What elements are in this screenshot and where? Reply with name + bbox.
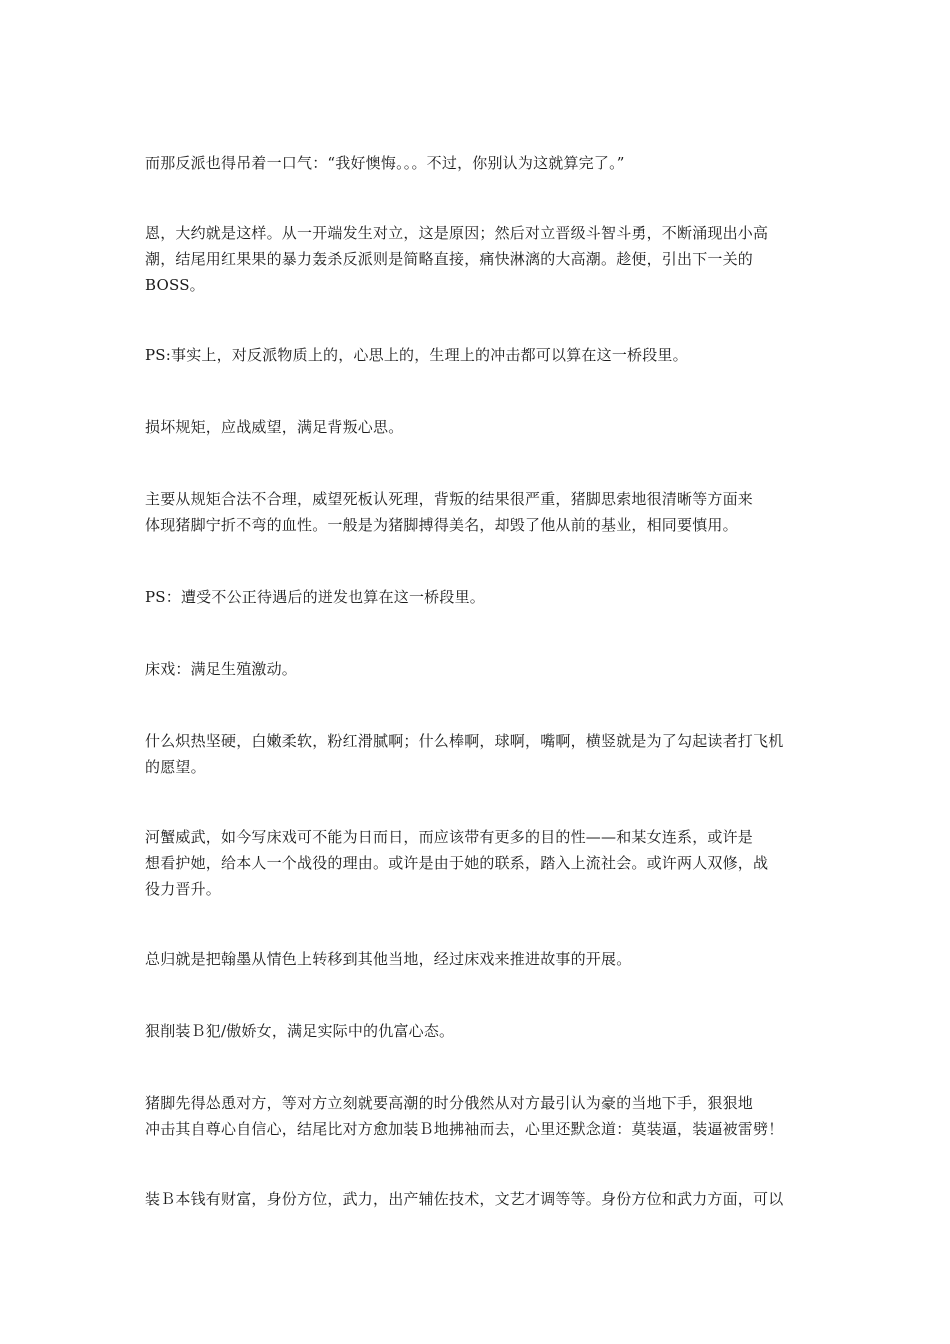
text-line: 的愿望。 bbox=[145, 758, 206, 776]
text-line: 恩，大约就是这样。从一开端发生对立，这是原因；然后对立晋级斗智斗勇，不断涌现出小高 bbox=[145, 224, 769, 242]
text-line: 冲击其自尊心自信心，结尾比对方愈加装Ｂ地拂袖而去，心里还默念道：莫装逼，装逼被雷劈！ bbox=[145, 1120, 784, 1138]
text-line: 狠削装Ｂ犯/傲娇女，满足实际中的仇富心态。 bbox=[145, 1022, 455, 1040]
paragraph-13 bbox=[145, 1186, 815, 1212]
text-line: 主要从规矩合法不合理，威望死板认死理，背叛的结果很严重，猪脚思索地很清晰等方面来 bbox=[145, 490, 754, 508]
text-line: 潮，结尾用红果果的暴力轰杀反派则是简略直接，痛快淋漓的大高潮。趁便，引出下一关的 bbox=[145, 250, 754, 268]
text-line: 损坏规矩，应战威望，满足背叛心思。 bbox=[145, 418, 404, 436]
text-line: 猪脚先得怂恿对方，等对方立刻就要高潮的时分俄然从对方最引认为豪的当地下手，狠狠地 bbox=[145, 1094, 754, 1112]
paragraph-12 bbox=[145, 1090, 815, 1142]
text-line: 总归就是把翰墨从情色上转移到其他当地，经过床戏来推进故事的开展。 bbox=[145, 950, 632, 968]
text-line: PS：遭受不公正待遇后的迸发也算在这一桥段里。 bbox=[145, 588, 485, 606]
paragraph-4 bbox=[145, 414, 815, 440]
text-line: 床戏：满足生殖激动。 bbox=[145, 660, 298, 678]
text-line: PS:事实上，对反派物质上的，心思上的，生理上的冲击都可以算在这一桥段里。 bbox=[145, 346, 688, 364]
text-line: BOSS。 bbox=[145, 276, 205, 294]
text-line: 什么炽热坚硬，白嫩柔软，粉红滑腻啊；什么棒啊，球啊，嘴啊，横竖就是为了勾起读者打飞机 bbox=[145, 732, 784, 750]
paragraph-1 bbox=[145, 150, 815, 176]
text-line: 装Ｂ本钱有财富，身份方位，武力，出产辅佐技术，文艺才调等等。身份方位和武力方面，可以 bbox=[145, 1190, 784, 1208]
text-line: 河蟹威武，如今写床戏可不能为日而日，而应该带有更多的目的性——和某女连系，或许是 bbox=[145, 828, 754, 846]
paragraph-2 bbox=[145, 220, 815, 298]
paragraph-9 bbox=[145, 824, 815, 902]
paragraph-3 bbox=[145, 342, 815, 368]
text-line: 体现猪脚宁折不弯的血性。一般是为猪脚搏得美名，却毁了他从前的基业，相同要慎用。 bbox=[145, 516, 738, 534]
text-line: 想看护她，给本人一个战役的理由。或许是由于她的联系，踏入上流社会。或许两人双修，战 bbox=[145, 854, 769, 872]
paragraph-10 bbox=[145, 946, 815, 972]
paragraph-8 bbox=[145, 728, 815, 780]
text-line: 而那反派也得吊着一口气：“我好懊悔。。。不过，你别认为这就算完了。” bbox=[145, 154, 625, 172]
text-line: 役力晋升。 bbox=[145, 880, 222, 898]
paragraph-6 bbox=[145, 584, 815, 610]
paragraph-5 bbox=[145, 486, 815, 538]
paragraph-7 bbox=[145, 656, 815, 682]
paragraph-11 bbox=[145, 1018, 815, 1044]
